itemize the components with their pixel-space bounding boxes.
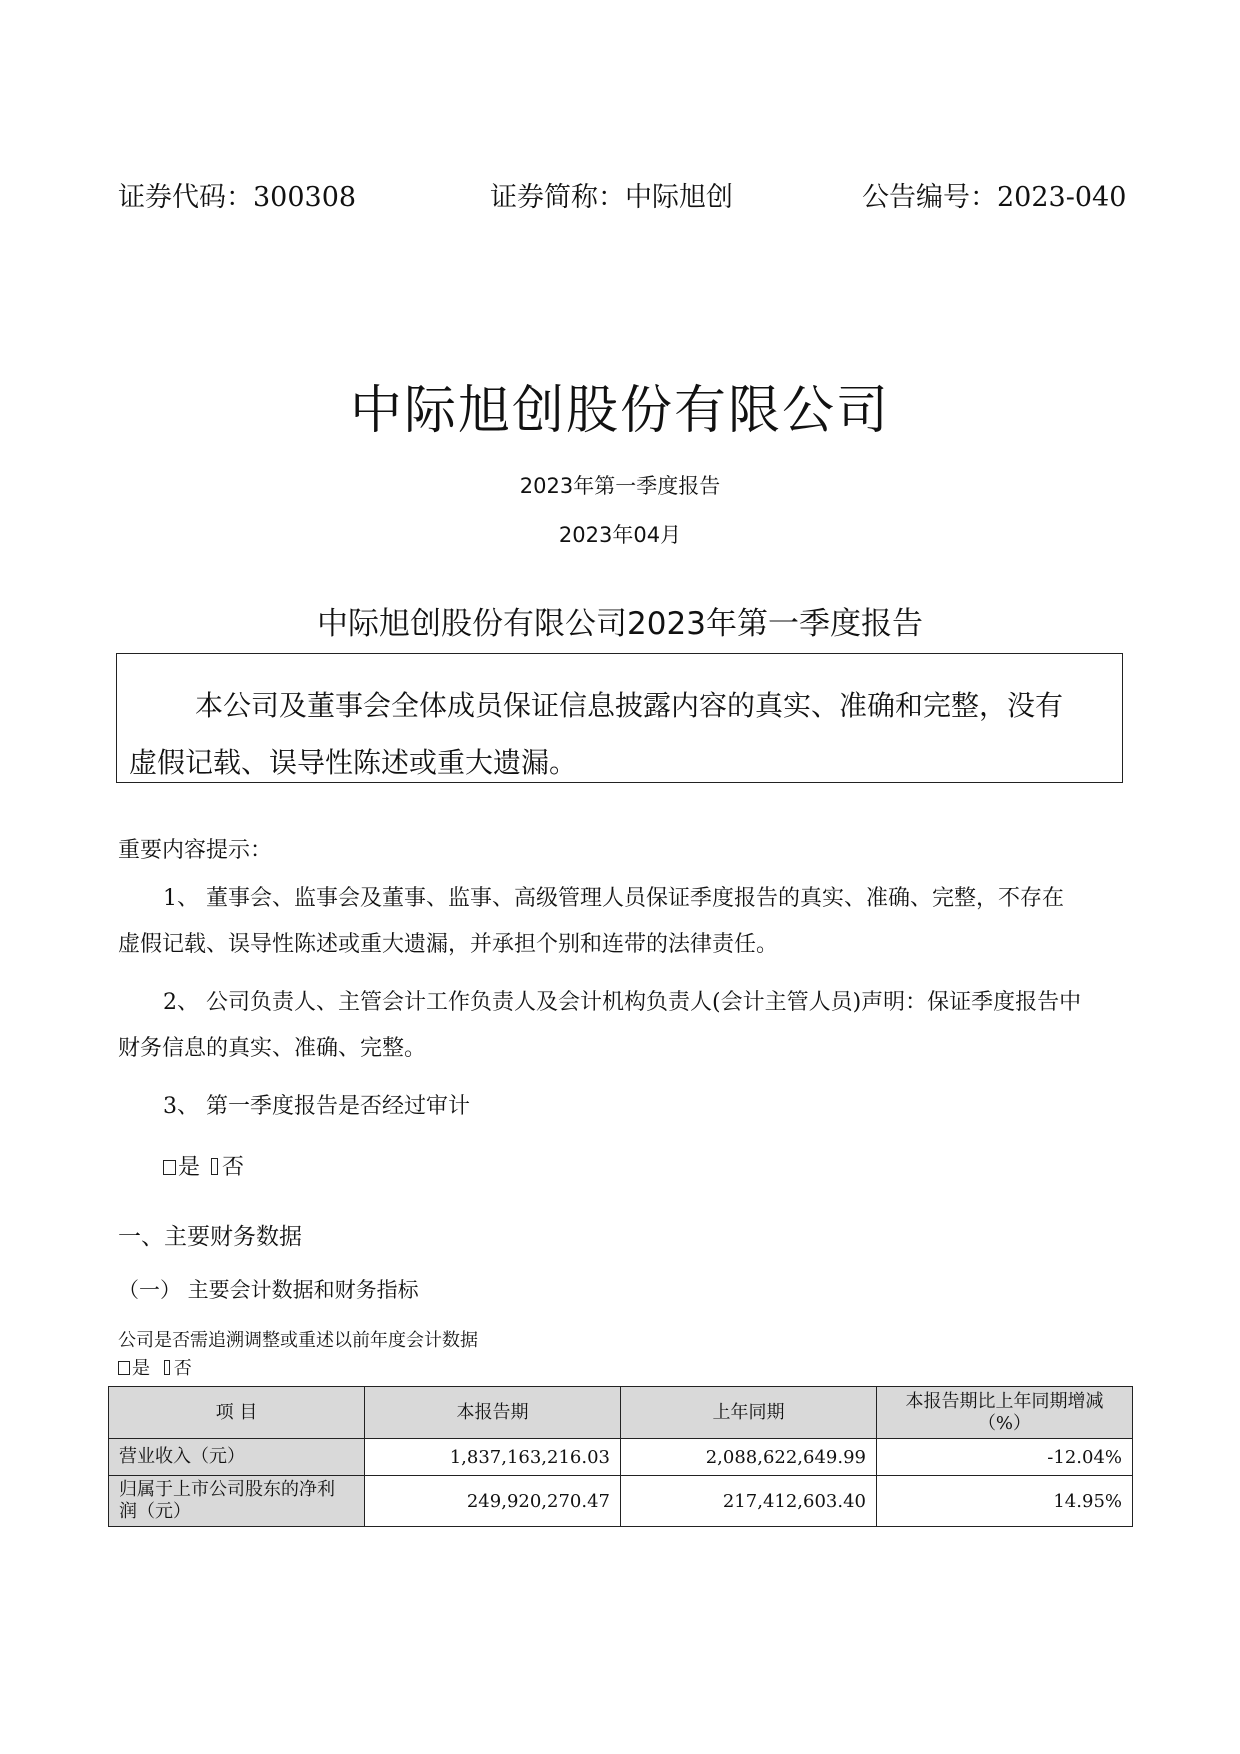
declaration-line-2: 虚假记载、误导性陈述或重大遗漏。: [129, 746, 578, 779]
row-current: 249,920,270.47: [365, 1476, 621, 1527]
header-change-label: 本报告期比上年同期增减: [905, 1390, 1104, 1412]
row-change: -12.04%: [877, 1439, 1133, 1476]
security-short-name: 证券简称：中际旭创: [490, 182, 733, 213]
report-heading: 中际旭创股份有限公司2023年第一季度报告: [317, 606, 923, 642]
notice-item-2-line-2: 财务信息的真实、准确、完整。: [118, 1036, 427, 1061]
company-title: 中际旭创股份有限公司: [349, 381, 890, 441]
notice-item-1-line-2: 虚假记载、误导性陈述或重大遗漏，并承担个别和连带的法律责任。: [118, 932, 779, 957]
restate-no-label: 否: [173, 1358, 192, 1379]
audit-yes-label: 是: [178, 1155, 201, 1180]
header-item: 项 目: [109, 1387, 365, 1439]
section-1-title: 一、主要财务数据: [118, 1224, 302, 1250]
declaration-line-1: 本公司及董事会全体成员保证信息披露内容的真实、准确和完整，没有: [195, 689, 1064, 722]
notice-number: 公告编号：2023-040: [862, 182, 1127, 213]
restate-yes-label: 是: [132, 1358, 150, 1379]
restate-options: [118, 1354, 192, 1380]
audit-no-label: 否: [222, 1155, 245, 1180]
section-1-subtitle: （一） 主要会计数据和财务指标: [118, 1278, 419, 1302]
row-label: [109, 1476, 365, 1527]
declaration-box: [116, 653, 1123, 783]
header-current-period: 本报告期: [365, 1387, 621, 1439]
notice-item-2-line-1: 2、 公司负责人、主管会计工作负责人及会计机构负责人(会计主管人员)声明：保证季度报告中: [163, 990, 1082, 1015]
header-change-unit: （%）: [977, 1412, 1032, 1434]
row-prior: 217,412,603.40: [621, 1476, 877, 1527]
report-title: 2023年第一季度报告: [519, 474, 721, 498]
row-label-line-1: 归属于上市公司股东的净利: [119, 1479, 335, 1500]
row-label: 营业收入（元）: [109, 1439, 365, 1476]
restate-yes-checkbox[interactable]: [118, 1361, 130, 1375]
row-prior: 2,088,622,649.99: [621, 1439, 877, 1476]
restate-no-checkbox[interactable]: [164, 1360, 170, 1375]
audit-no-checkbox[interactable]: [211, 1158, 218, 1175]
table-row: [109, 1439, 1133, 1476]
header-change: [877, 1387, 1133, 1439]
important-notice-title: 重要内容提示：: [118, 838, 273, 863]
row-change: 14.95%: [877, 1476, 1133, 1527]
row-label-line-2: 润（元）: [119, 1501, 191, 1522]
notice-item-3: 3、 第一季度报告是否经过审计: [163, 1094, 470, 1119]
header-prior-period: 上年同期: [621, 1387, 877, 1439]
restate-question: 公司是否需追溯调整或重述以前年度会计数据: [118, 1330, 478, 1351]
audit-yes-checkbox[interactable]: [163, 1160, 176, 1175]
table-row: [109, 1476, 1133, 1527]
report-date: 2023年04月: [558, 523, 682, 547]
audit-options: [163, 1150, 244, 1181]
table-header-row: [109, 1387, 1133, 1439]
financial-data-table: [108, 1386, 1133, 1527]
row-current: 1,837,163,216.03: [365, 1439, 621, 1476]
notice-item-1-line-1: 1、 董事会、监事会及董事、监事、高级管理人员保证季度报告的真实、准确、完整，不存在: [163, 886, 1064, 911]
security-code: 证券代码：300308: [118, 182, 357, 213]
